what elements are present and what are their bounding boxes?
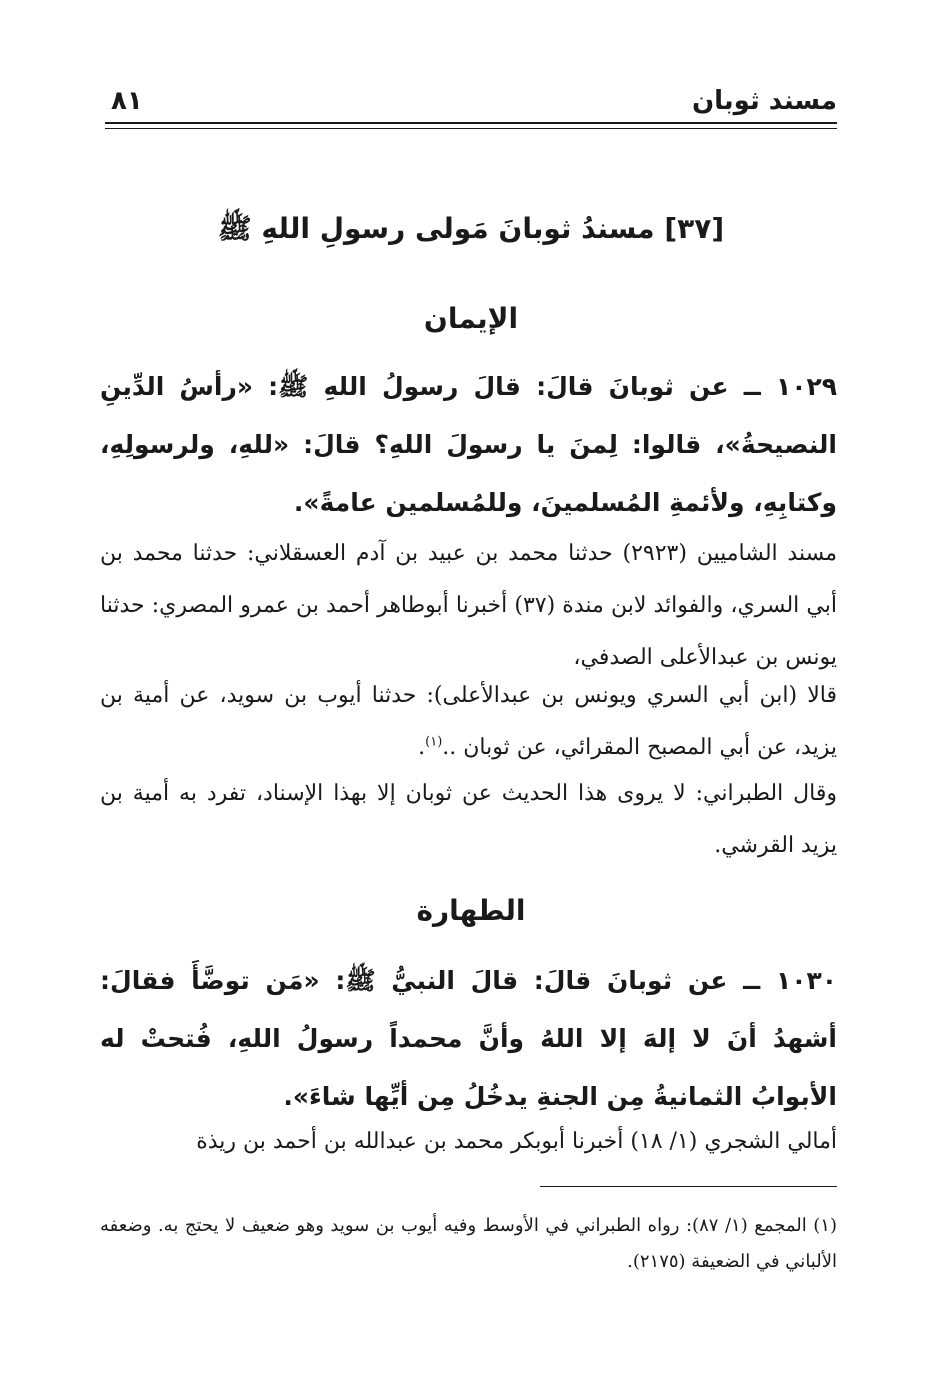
page-number: ٨١ bbox=[111, 86, 143, 116]
source-paragraph-4: أمالي الشجري (١/ ١٨) أخبرنا أبوبكر محمد بن عبدالله بن أحمد بن ريذة bbox=[196, 1129, 837, 1154]
footnote-rule bbox=[540, 1186, 837, 1187]
hadith-1030: ١٠٣٠ ــ عن ثوبانَ قالَ: قالَ النبيُّ ﷺ: «مَن توضَّأَ فقالَ: أشهدُ أنَ لا إلهَ إلا اللهُ وأنَّ محمداً رسولُ اللهِ، فُتحتْ له الأبوابُ الثمانيةُ مِن الجنةِ يدخُلُ مِن أيِّها شاءَ». bbox=[100, 966, 837, 1111]
footnote-marker: (١) bbox=[425, 734, 443, 750]
source-paragraph-2: قالا (ابن أبي السري ويونس بن عبدالأعلى): حدثنا أيوب بن سويد، عن أمية بن يزيد، عن أبي المصبح المقرائي، عن ثوبان ..$^{(١)}$. bbox=[100, 683, 837, 760]
footnote: (١) المجمع (١/ ٨٧): رواه الطبراني في الأوسط وفيه أيوب بن سويد وهو ضعيف لا يحتج به. وضعفه الألباني في الضعيفة (٢١٧٥). bbox=[100, 1215, 837, 1272]
source-paragraph-1: مسند الشاميين (٢٩٢٣) حدثنا محمد بن عبيد بن آدم العسقلاني: حدثنا محمد بن أبي السري، والفوائد لابن مندة (٣٧) أخبرنا أبوطاهر أحمد بن عمرو المصري: حدثنا يونس بن عبدالأعلى الصدفي، bbox=[100, 541, 837, 670]
heading-iman: الإيمان bbox=[423, 302, 519, 335]
source-paragraph-3: وقال الطبراني: لا يروى هذا الحديث عن ثوبان إلا بهذا الإسناد، تفرد به أمية بن يزيد القرشي. bbox=[100, 781, 837, 858]
source-paragraph-2-text: قالا (ابن أبي السري ويونس بن عبدالأعلى): حدثنا أيوب بن سويد، عن أمية بن يزيد، عن أبي المصبح المقرائي، عن ثوبان .. bbox=[100, 683, 837, 760]
heading-tahara: الطهارة bbox=[416, 894, 526, 927]
section-title: [٣٧] مسندُ ثوبانَ مَولى رسولِ اللهِ ﷺ bbox=[217, 212, 725, 245]
header-rule-thin bbox=[105, 128, 837, 129]
hadith-1029: ١٠٢٩ ــ عن ثوبانَ قالَ: قالَ رسولُ اللهِ ﷺ: «رأسُ الدِّينِ النصيحةُ»، قالوا: لِمنَ يا رسولَ اللهِ؟ قالَ: «للهِ، ولرسولِهِ، وكتابِهِ، ولأئمةِ المُسلمينَ، وللمُسلمين عامةً». bbox=[100, 372, 837, 517]
running-header bbox=[105, 82, 837, 122]
running-title: مسند ثوبان bbox=[691, 86, 837, 116]
header-rule bbox=[105, 122, 837, 124]
